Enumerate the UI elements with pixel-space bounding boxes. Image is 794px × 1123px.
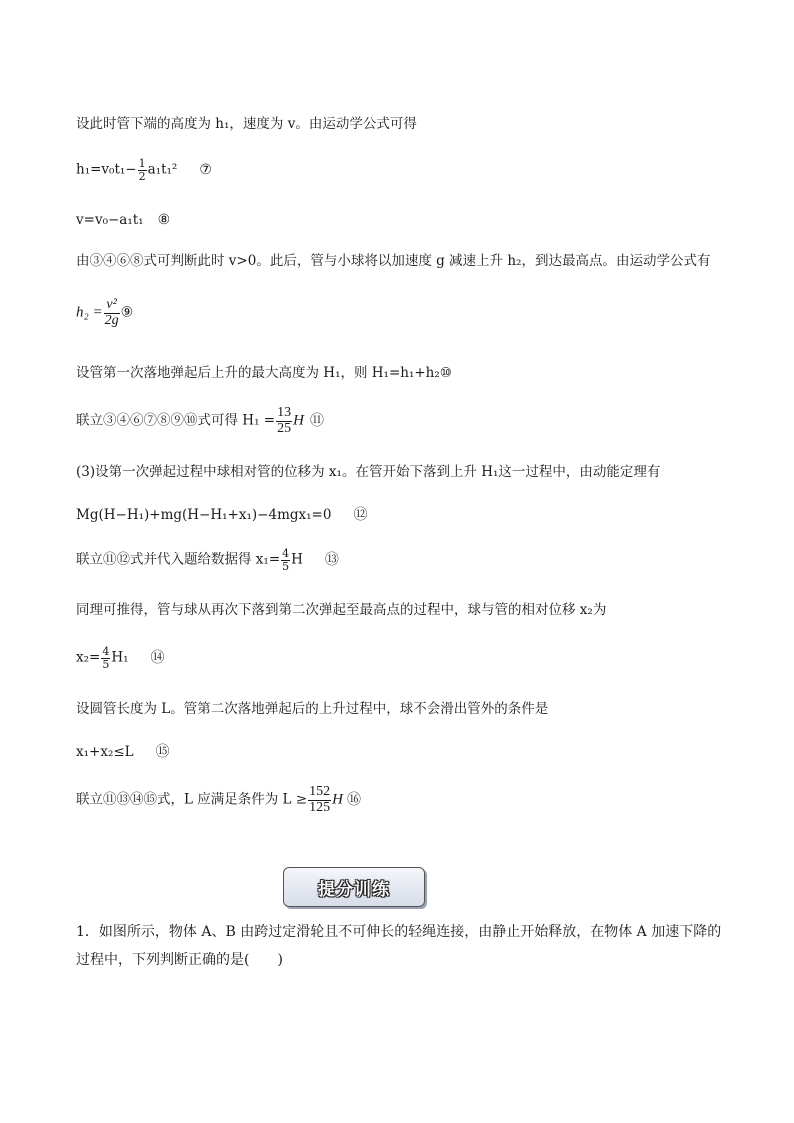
equation-11: 联立③④⑥⑦⑧⑨⑩式可得 H₁ = $\frac{13}{25}$ H ⑪ [76, 405, 324, 436]
question-1: 1．如图所示，物体 A、B 由跨过定滑轮且不可伸长的轻绳连接，由静止开始释放，在物体 A 加速下降的过程中，下列判断正确的是( ) [76, 924, 722, 968]
equation-8: v=v₀−a₁t₁ ⑧ [76, 212, 171, 228]
section-heading-badge [283, 867, 425, 907]
text-line-4: 由③④⑥⑧式可判断此时 v>0。此后，管与小球将以加速度 g 减速上升 h₂，到达最高点。由运动学公式有 [76, 253, 711, 269]
equation-number: ⑪ [309, 412, 324, 429]
text-line-8: (3)设第一次弹起过程中球相对管的位移为 x₁。在管开始下落到上升 H₁这一过程中，由动能定理有 [76, 464, 661, 480]
equation-number: ⑨ [120, 304, 134, 321]
fraction-half: $\frac{1}{2}$ [138, 157, 146, 183]
equation-14: x₂= $\frac{4}{5}$ H₁ ⑭ [76, 645, 165, 671]
text-line-13: 设圆管长度为 L。管第二次落地弹起后的上升过程中，球不会滑出管外的条件是 [76, 701, 549, 717]
equation-7: h₁=v₀t₁− $\frac{1}{2}$ a₁t₁² ⑦ [76, 157, 212, 183]
text-line-6: 设管第一次落地弹起后上升的最大高度为 H₁，则 H₁=h₁+h₂⑩ [76, 365, 452, 381]
fraction-4-5: $\frac{4}{5}$ [102, 645, 110, 671]
equation-12: Mg(H−H₁)+mg(H−H₁+x₁)−4mgx₁=0 ⑫ [76, 507, 368, 523]
fraction-4-5: $\frac{4}{5}$ [282, 547, 290, 573]
fraction-13-25: $\frac{13}{25}$ [277, 405, 292, 436]
text-line-11: 同理可推得，管与球从再次下落到第二次弹起至最高点的过程中，球与管的相对位移 x₂为 [76, 602, 607, 618]
equation-number: ⑮ [155, 744, 170, 760]
section-heading-label: 提分训练 [318, 879, 390, 900]
equation-15: x₁+x₂≤L ⑮ [76, 744, 170, 760]
equation-number: ⑧ [157, 212, 171, 228]
equation-number: ⑬ [324, 551, 339, 568]
fraction-v2-over-2g: $\frac{\text{v²}}{2g}$ [104, 297, 119, 328]
equation-16: 联立⑪⑬⑭⑮式，L 应满足条件为 L ≥ $\frac{152}{125}$ H ⑯ [76, 784, 361, 815]
equation-number: ⑫ [353, 507, 368, 523]
equation-number: ⑦ [199, 161, 212, 178]
equation-9: h₂ = $\frac{\text{v²}}{2g}$ ⑨ [76, 297, 134, 328]
equation-13: 联立⑪⑫式并代入题给数据得 x₁= $\frac{4}{5}$ H ⑬ [76, 547, 339, 573]
equation-number: ⑭ [150, 649, 165, 666]
text-line-1: 设此时管下端的高度为 h₁，速度为 v。由运动学公式可得 [76, 116, 417, 132]
fraction-152-125: $\frac{152}{125}$ [309, 784, 331, 815]
equation-number: ⑯ [346, 791, 361, 808]
